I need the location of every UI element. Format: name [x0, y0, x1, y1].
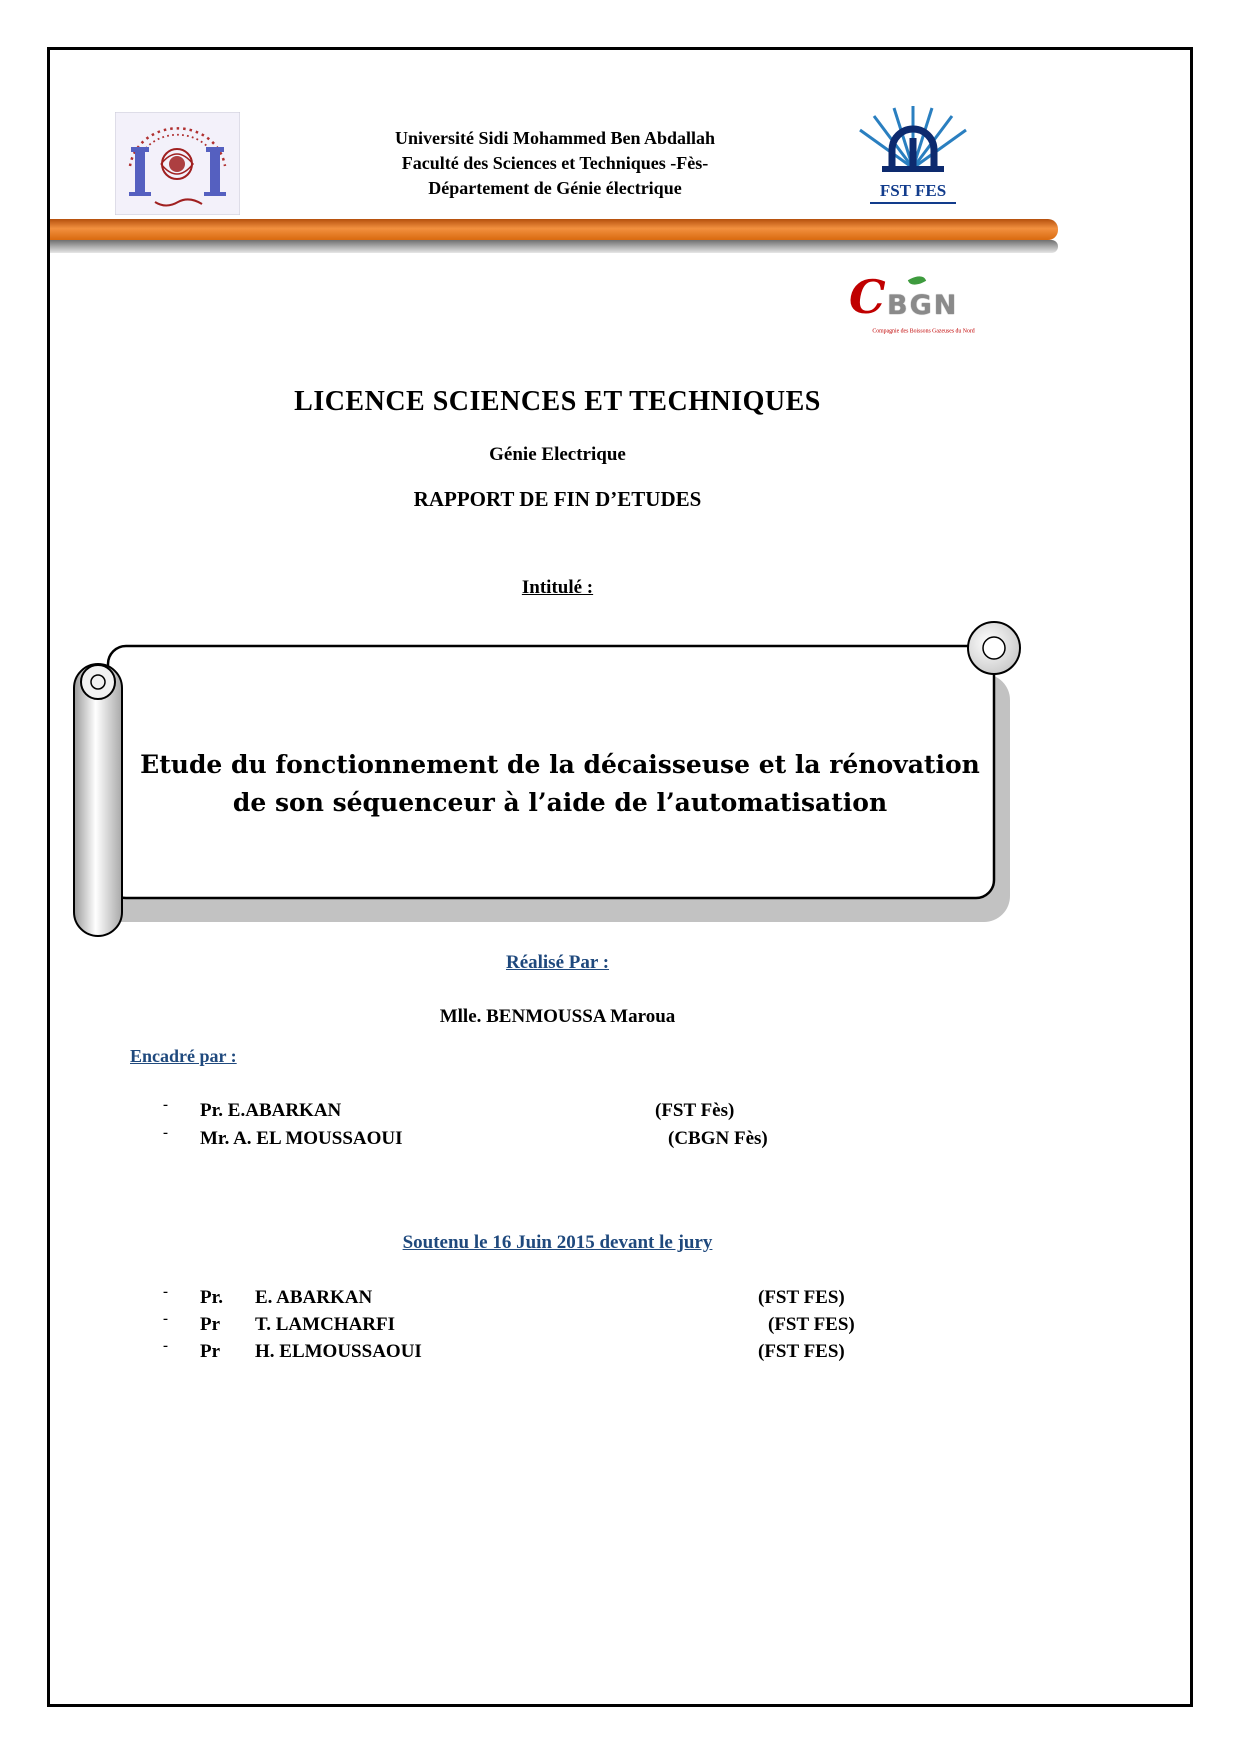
supervisor-name: Pr. E.ABARKAN	[200, 1100, 342, 1121]
jury-row	[0, 1338, 1100, 1369]
jury-member-title: Pr	[200, 1314, 221, 1335]
supervisor-name: Mr. A. EL MOUSSAOUI	[200, 1128, 403, 1149]
orange-divider-bar	[50, 219, 1058, 240]
cbgn-leaf-icon	[908, 273, 926, 288]
department-name: Département de Génie électrique	[428, 178, 682, 198]
fst-fes-logo	[852, 106, 974, 214]
realise-par-label: Réalisé Par :	[505, 952, 610, 973]
dash-bullet: -	[163, 1097, 168, 1113]
project-title-line1: Etude du fonctionnement de la décaisseuse et la rénovation	[140, 750, 980, 779]
jury-member-affiliation: (FST FES)	[768, 1314, 855, 1335]
jury-member-affiliation: (FST FES)	[758, 1341, 845, 1362]
fst-fes-logo-icon	[852, 106, 974, 214]
program-title: LICENCE SCIENCES ET TECHNIQUES	[294, 386, 821, 417]
supervisor-row	[0, 1097, 1100, 1128]
gray-divider-bar	[50, 240, 1058, 253]
dash-bullet: -	[163, 1338, 168, 1354]
university-name: Université Sidi Mohammed Ben Abdallah	[394, 128, 716, 148]
cbgn-letters-bgn: BGN	[887, 290, 959, 321]
jury-member-name: E. ABARKAN	[255, 1287, 373, 1308]
faculty-name: Faculté des Sciences et Techniques -Fès-	[401, 153, 709, 173]
jury-member-affiliation: (FST FES)	[758, 1287, 845, 1308]
jury-member-title: Pr	[200, 1341, 221, 1362]
project-title	[130, 746, 990, 822]
report-type-title: RAPPORT DE FIN D’ETUDES	[413, 487, 702, 511]
university-emblem-logo	[115, 112, 240, 215]
supervisor-affiliation: (FST Fès)	[655, 1100, 735, 1121]
university-header-text	[280, 126, 830, 201]
dash-bullet: -	[163, 1311, 168, 1327]
dash-bullet: -	[163, 1125, 168, 1141]
jury-member-name: H. ELMOUSSAOUI	[255, 1341, 422, 1362]
defense-label: Soutenu le 16 Juin 2015 devant le jury	[402, 1232, 713, 1253]
supervisor-affiliation: (CBGN Fès)	[668, 1128, 768, 1149]
jury-member-title: Pr.	[200, 1287, 224, 1308]
dash-bullet: -	[163, 1284, 168, 1300]
encadre-par-label: Encadré par :	[130, 1046, 237, 1066]
cbgn-tagline: Compagnie des Boissons Gazeuses du Nord	[872, 328, 975, 335]
supervisor-row	[0, 1125, 1100, 1156]
cbgn-letter-c: C	[849, 270, 886, 324]
specialty-title: Génie Electrique	[489, 444, 626, 465]
project-title-line2: de son séquenceur à l’aide de l’automatisation	[232, 788, 888, 817]
jury-member-name: T. LAMCHARFI	[255, 1314, 396, 1335]
cbgn-logo	[843, 270, 983, 358]
intitule-label: Intitulé :	[521, 577, 594, 598]
university-emblem-icon	[115, 112, 240, 215]
author-name: Mlle. BENMOUSSA Maroua	[439, 1006, 676, 1027]
fst-fes-logo-label: FST FES	[879, 181, 947, 200]
